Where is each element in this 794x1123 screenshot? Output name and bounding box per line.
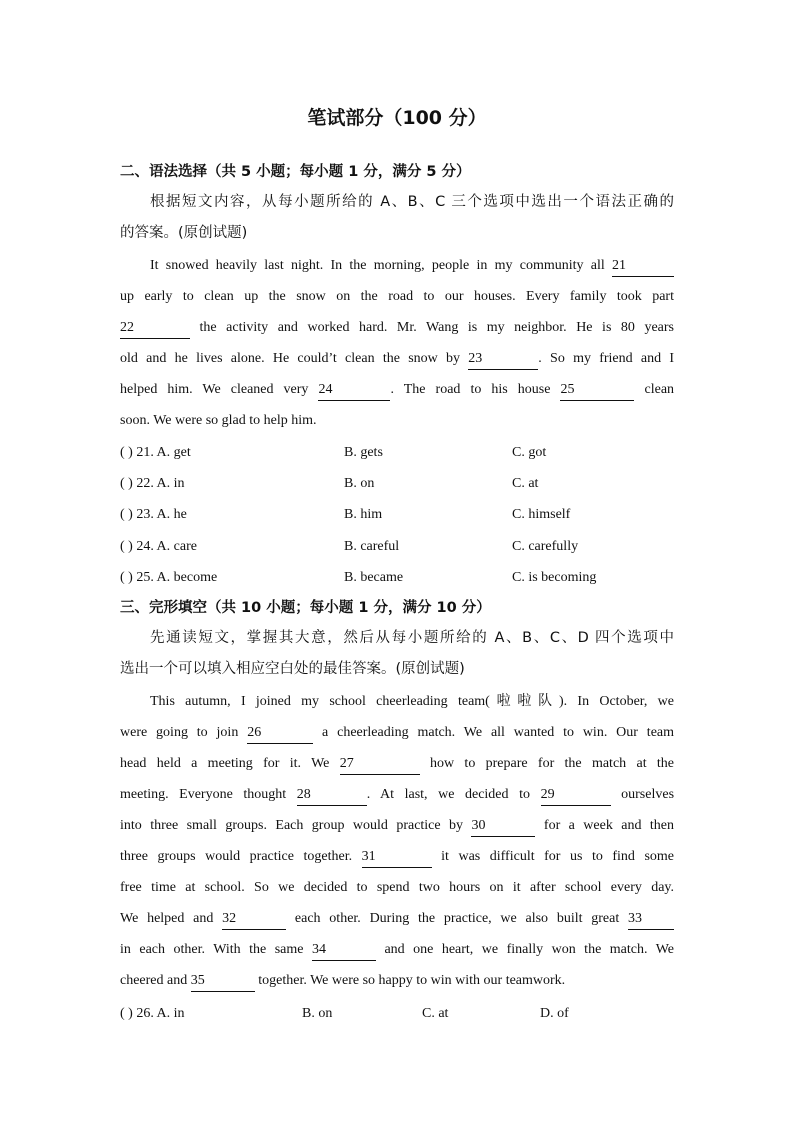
passage-text: together. We were so happy to win with our teamwork.	[258, 973, 566, 988]
option-b[interactable]: B. on	[302, 1006, 333, 1021]
question-number: ( ) 21. A. get	[120, 445, 191, 460]
option-b[interactable]: B. careful	[344, 539, 400, 554]
question-number: ( ) 23. A. he	[120, 507, 187, 522]
instruction-line: 先通读短文，掌握其大意，然后从每小题所给的 A、B、C、D 四个选项中	[150, 630, 674, 646]
passage-line	[120, 405, 674, 436]
question-number: ( ) 26. A. in	[120, 1006, 185, 1021]
option-c[interactable]: C. carefully	[512, 539, 579, 554]
answer-blank[interactable]: 30	[471, 816, 535, 837]
answer-blank[interactable]: 35	[191, 971, 255, 992]
answer-blank[interactable]: 21	[612, 256, 674, 277]
answer-blank[interactable]: 31	[362, 847, 432, 868]
option-b[interactable]: B. him	[344, 507, 383, 522]
option-c[interactable]: C. himself	[512, 507, 571, 522]
passage-text: helped him. We cleaned very	[120, 382, 309, 397]
passage-line	[120, 281, 674, 312]
passage-text: free time at school. So we decided to spend two hours on it after school every day.	[120, 880, 674, 895]
passage-text: how to prepare for the match at the	[430, 756, 674, 771]
passage-line	[120, 903, 674, 934]
passage-text: and one heart, we finally won the match. We	[384, 942, 675, 957]
option-d[interactable]: D. of	[540, 1006, 569, 1021]
section-heading-grammar: 二、语法选择（共 5 小题；每小题 1 分，满分 5 分）	[120, 164, 471, 180]
passage-line	[120, 965, 674, 996]
passage-line	[120, 934, 674, 965]
question-number: ( ) 22. A. in	[120, 476, 185, 491]
answer-blank[interactable]: 27	[340, 754, 420, 775]
instruction-line: 的答案。(原创试题)	[120, 225, 248, 241]
passage-text: meeting. Everyone thought	[120, 787, 287, 802]
passage-text: in each other. With the same	[120, 942, 304, 957]
question-number: ( ) 25. A. become	[120, 570, 218, 585]
passage-text: It snowed heavily last night. In the morning, people in my community all	[150, 258, 605, 273]
answer-blank[interactable]: 23	[468, 349, 538, 370]
section-heading-cloze: 三、完形填空（共 10 小题；每小题 1 分，满分 10 分）	[120, 600, 491, 616]
section-instruction-grammar	[120, 187, 674, 249]
section-instruction-cloze	[120, 623, 674, 685]
answer-blank[interactable]: 25	[560, 380, 634, 401]
option-c[interactable]: C. at	[512, 476, 539, 491]
passage-line	[120, 686, 674, 717]
answer-blank[interactable]: 33	[628, 909, 674, 930]
passage-line	[120, 779, 674, 810]
passage-line	[120, 748, 674, 779]
passage-text: . So my friend and I	[538, 351, 675, 366]
answer-blank[interactable]: 32	[222, 909, 286, 930]
option-c[interactable]: C. is becoming	[512, 570, 597, 585]
passage-text: into three small groups. Each group would practice by	[120, 818, 464, 833]
answer-blank[interactable]: 26	[247, 723, 313, 744]
option-b[interactable]: B. gets	[344, 445, 383, 460]
answer-blank[interactable]: 28	[297, 785, 367, 806]
option-b[interactable]: B. on	[344, 476, 375, 491]
passage-line	[120, 374, 674, 405]
question-number: ( ) 24. A. care	[120, 539, 197, 554]
option-c[interactable]: C. at	[422, 1006, 449, 1021]
passage-text: the activity and worked hard. Mr. Wang is my neighbor. He is 80 years	[199, 320, 675, 335]
instruction-line: 选出一个可以填入相应空白处的最佳答案。(原创试题)	[120, 661, 465, 677]
page-title: 笔试部分（100 分）	[307, 107, 487, 129]
question-row	[120, 499, 674, 530]
answer-blank[interactable]: 29	[541, 785, 611, 806]
passage-text: . The road to his house	[390, 382, 551, 397]
passage-text: were going to join	[120, 725, 239, 740]
passage-line	[120, 841, 674, 872]
passage-line	[120, 872, 674, 903]
passage-text: . At last, we decided to	[366, 787, 530, 802]
question-row	[120, 998, 674, 1029]
answer-blank[interactable]: 34	[312, 940, 376, 961]
answer-blank[interactable]: 24	[318, 380, 390, 401]
option-c[interactable]: C. got	[512, 445, 547, 460]
passage-text: clean	[644, 382, 675, 397]
passage-text: This autumn, I joined my school cheerleading team(啦啦队). In October, we	[150, 694, 674, 709]
passage-line	[120, 312, 674, 343]
passage-line	[120, 343, 674, 374]
question-row	[120, 468, 674, 499]
passage-text: old and he lives alone. He could’t clean the snow by	[120, 351, 461, 366]
passage-text: head held a meeting for it. We	[120, 756, 330, 771]
passage-text: a cheerleading match. We all wanted to win. Our team	[322, 725, 675, 740]
question-row	[120, 531, 674, 562]
question-row	[120, 437, 674, 468]
passage-line	[120, 810, 674, 841]
passage-text: three groups would practice together.	[120, 849, 353, 864]
passage-text: each other. During the practice, we also built great	[294, 911, 620, 926]
passage-text: for a week and then	[543, 818, 675, 833]
passage-text: it was difficult for us to find some	[441, 849, 675, 864]
passage-line	[120, 717, 674, 748]
option-b[interactable]: B. became	[344, 570, 404, 585]
passage-line	[120, 250, 674, 281]
passage-text: soon. We were so glad to help him.	[120, 413, 317, 428]
passage-text: up early to clean up the snow on the road to our houses. Every family took part	[120, 289, 674, 304]
passage-text: cheered and	[120, 973, 188, 988]
instruction-line: 根据短文内容，从每小题所给的 A、B、C 三个选项中选出一个语法正确的	[150, 194, 674, 210]
passage-text: We helped and	[120, 911, 214, 926]
answer-blank[interactable]: 22	[120, 318, 190, 339]
question-row	[120, 562, 674, 593]
passage-text: ourselves	[621, 787, 675, 802]
